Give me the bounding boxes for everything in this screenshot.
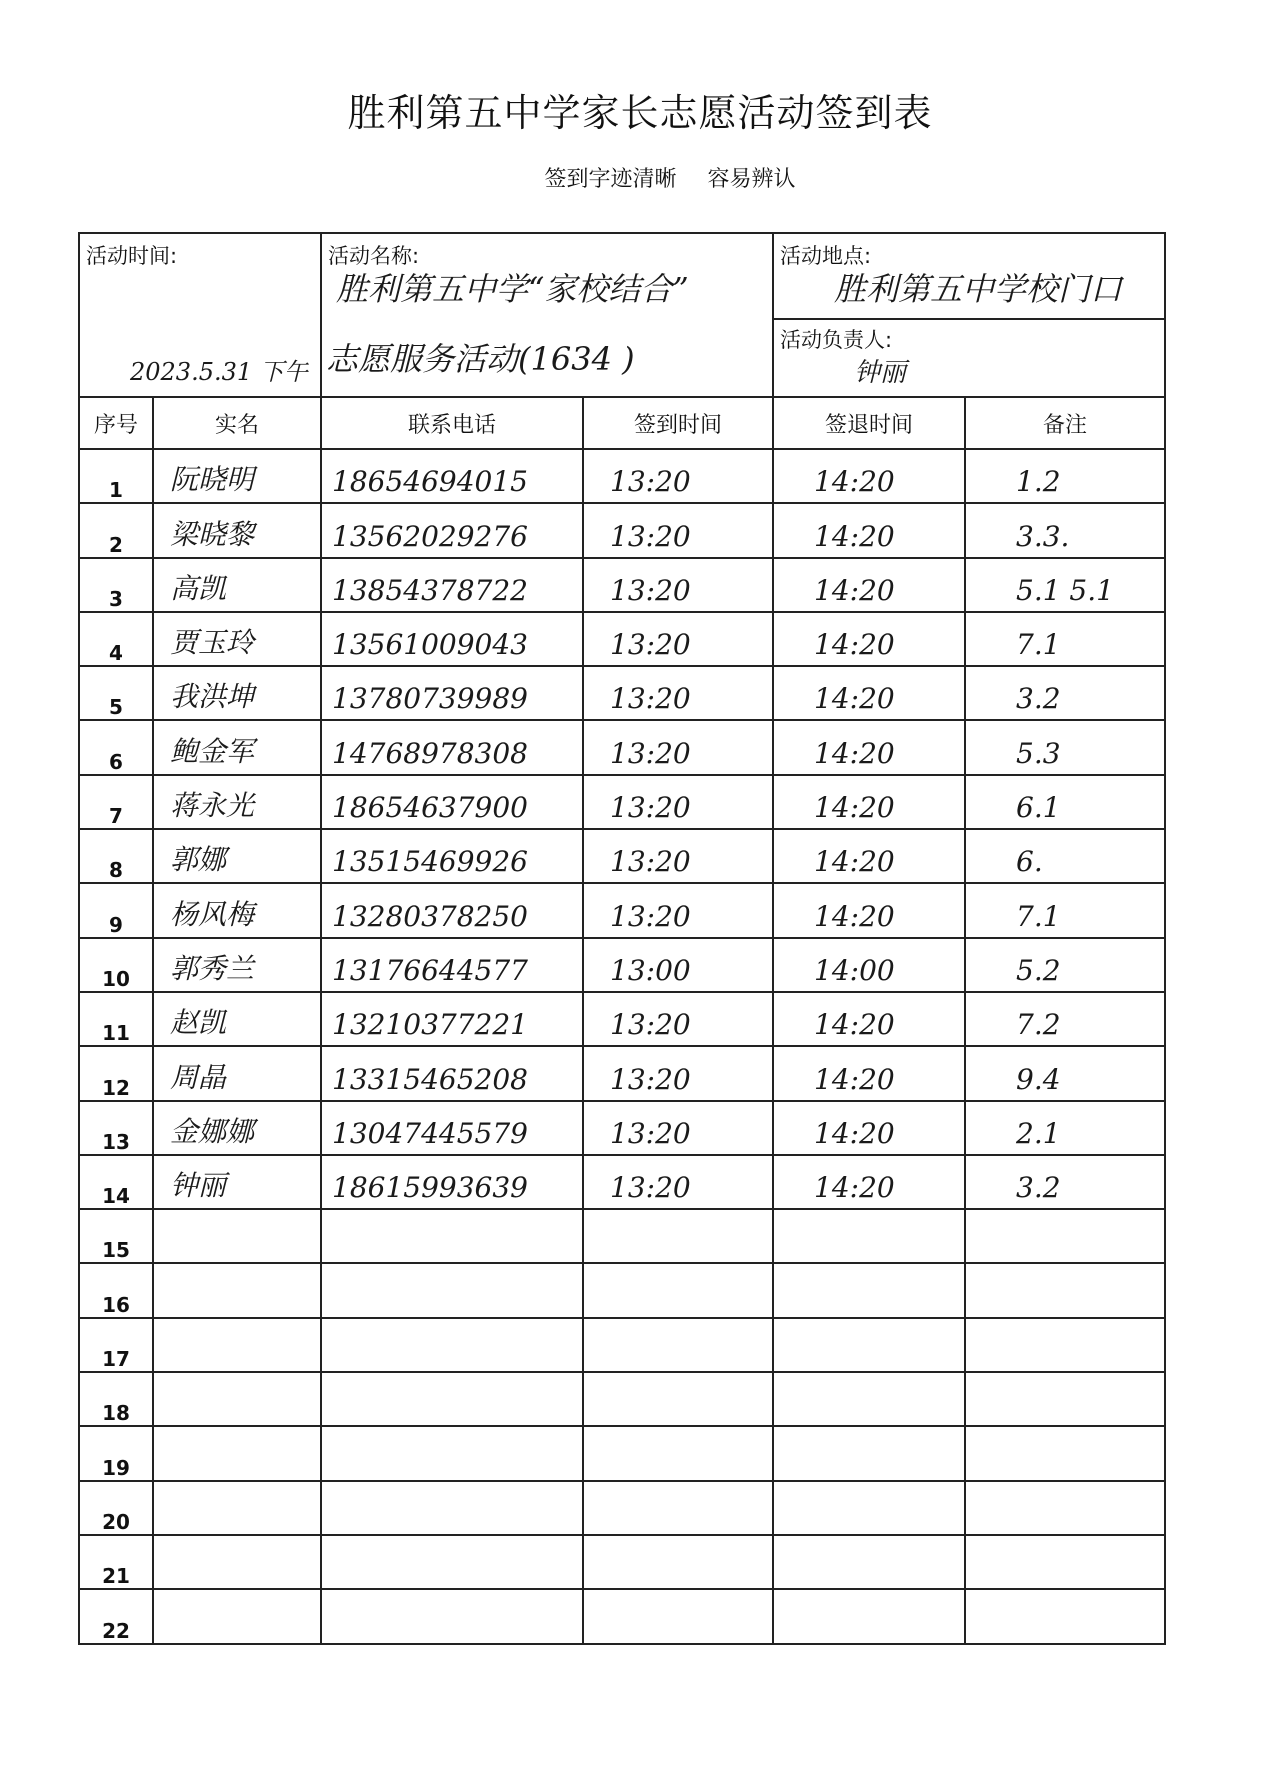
sign-in-time-cell <box>583 1372 773 1426</box>
sign-in-time-value: 13:20 <box>610 628 691 662</box>
note-cell <box>965 775 1165 829</box>
name-cell <box>153 558 321 612</box>
name-cell <box>153 1589 321 1643</box>
phone-cell <box>321 1535 583 1589</box>
sign-in-time-cell <box>583 449 773 503</box>
note-cell <box>965 1318 1165 1372</box>
name-cell <box>153 1426 321 1480</box>
sign-in-time-cell <box>583 775 773 829</box>
phone-value: 13315465208 <box>332 1062 528 1096</box>
sign-out-time-value: 14:20 <box>814 1008 895 1042</box>
note-cell <box>965 1481 1165 1535</box>
sign-in-time-cell <box>583 666 773 720</box>
note-cell <box>965 883 1165 937</box>
note-cell <box>965 938 1165 992</box>
name-cell <box>153 449 321 503</box>
activity-name-line-1: 胜利第五中学“家校结合” <box>336 270 689 308</box>
name-cell <box>153 1481 321 1535</box>
activity-name-cell <box>321 233 773 397</box>
name-cell <box>153 503 321 557</box>
phone-cell <box>321 1589 583 1643</box>
sign-in-time-cell <box>583 1318 773 1372</box>
sign-out-time-cell <box>773 992 965 1046</box>
sign-out-time-value: 14:20 <box>814 845 895 879</box>
note-cell <box>965 612 1165 666</box>
place-leader-divider <box>774 318 1164 320</box>
sign-out-time-cell <box>773 1155 965 1209</box>
sign-in-time-cell <box>583 1535 773 1589</box>
row-number: 18 <box>79 1372 153 1426</box>
phone-value: 13176644577 <box>332 953 528 987</box>
subtitle <box>0 162 1280 193</box>
sign-in-time-value: 13:20 <box>610 791 691 825</box>
sign-in-time-cell <box>583 720 773 774</box>
name-cell <box>153 1535 321 1589</box>
phone-cell <box>321 1263 583 1317</box>
phone-value: 14768978308 <box>332 736 528 770</box>
name-cell <box>153 1372 321 1426</box>
sign-out-time-value: 14:20 <box>814 1062 895 1096</box>
note-cell <box>965 720 1165 774</box>
table-row <box>79 992 1165 1046</box>
phone-cell <box>321 883 583 937</box>
subtitle-part-2: 容易辨认 <box>707 167 796 192</box>
name-value: 鲍金军 <box>170 734 255 768</box>
column-header-row <box>79 397 1165 449</box>
sign-in-time-value: 13:20 <box>610 1116 691 1150</box>
note-cell <box>965 449 1165 503</box>
row-number: 4 <box>79 612 153 666</box>
phone-cell <box>321 1426 583 1480</box>
row-number: 13 <box>79 1101 153 1155</box>
name-cell <box>153 1209 321 1263</box>
note-cell <box>965 666 1165 720</box>
page-title: 胜利第五中学家长志愿活动签到表 <box>347 91 933 135</box>
name-value: 我洪坤 <box>170 680 255 714</box>
table-row <box>79 503 1165 557</box>
sign-out-time-cell <box>773 449 965 503</box>
phone-value: 13561009043 <box>332 628 528 662</box>
table-row <box>79 1263 1165 1317</box>
phone-cell <box>321 1046 583 1100</box>
table-row <box>79 666 1165 720</box>
sign-out-time-value: 14:20 <box>814 791 895 825</box>
sign-out-time-cell <box>773 775 965 829</box>
phone-value: 18654637900 <box>332 791 528 825</box>
sign-out-time-cell <box>773 1426 965 1480</box>
name-cell <box>153 775 321 829</box>
col-header-sign-out: 签退时间 <box>773 397 965 449</box>
sign-out-time-cell <box>773 1535 965 1589</box>
phone-value: 13515469926 <box>332 845 528 879</box>
name-cell <box>153 612 321 666</box>
note-value: 3.3. <box>1016 519 1070 553</box>
sign-out-time-value: 14:20 <box>814 736 895 770</box>
row-number: 7 <box>79 775 153 829</box>
sign-out-time-cell <box>773 1589 965 1643</box>
row-number: 14 <box>79 1155 153 1209</box>
note-value: 5.2 <box>1016 953 1061 987</box>
sign-in-time-value: 13:20 <box>610 682 691 716</box>
sign-in-time-cell <box>583 612 773 666</box>
activity-name-label: 活动名称: <box>328 244 420 268</box>
sign-out-time-cell <box>773 612 965 666</box>
sign-in-time-cell <box>583 1426 773 1480</box>
activity-time-label: 活动时间: <box>86 244 178 268</box>
row-number: 6 <box>79 720 153 774</box>
name-value: 郭秀兰 <box>170 951 255 985</box>
sign-out-time-value: 14:20 <box>814 899 895 933</box>
phone-value: 13280378250 <box>332 899 528 933</box>
table-row <box>79 938 1165 992</box>
name-value: 高凯 <box>170 571 227 605</box>
note-value: 6. <box>1016 845 1043 879</box>
row-number: 1 <box>79 449 153 503</box>
name-value: 蒋永光 <box>170 789 255 823</box>
name-value: 金娜娜 <box>170 1114 255 1148</box>
name-value: 梁晓黎 <box>170 517 255 551</box>
sign-in-time-cell <box>583 992 773 1046</box>
phone-cell <box>321 449 583 503</box>
activity-time-value: 2023.5.31 下午 <box>130 358 308 386</box>
table-row <box>79 612 1165 666</box>
phone-cell <box>321 612 583 666</box>
note-cell <box>965 1426 1165 1480</box>
note-cell <box>965 1155 1165 1209</box>
sign-out-time-cell <box>773 720 965 774</box>
row-number: 16 <box>79 1263 153 1317</box>
name-value: 赵凯 <box>170 1006 227 1040</box>
name-cell <box>153 1318 321 1372</box>
sign-in-time-value: 13:20 <box>610 1171 691 1205</box>
sign-out-time-cell <box>773 558 965 612</box>
phone-value: 13562029276 <box>332 519 528 553</box>
note-cell <box>965 1372 1165 1426</box>
sign-in-time-cell <box>583 1046 773 1100</box>
name-value: 杨风梅 <box>170 897 255 931</box>
row-number: 8 <box>79 829 153 883</box>
sign-out-time-value: 14:20 <box>814 1171 895 1205</box>
sign-out-time-cell <box>773 1481 965 1535</box>
table-row <box>79 1426 1165 1480</box>
sign-out-time-value: 14:00 <box>814 953 895 987</box>
sign-out-time-value: 14:20 <box>814 519 895 553</box>
sign-out-time-cell <box>773 503 965 557</box>
col-header-no: 序号 <box>79 397 153 449</box>
activity-name-line-2: 志愿服务活动(1634 ) <box>326 340 635 378</box>
note-cell <box>965 503 1165 557</box>
sign-in-time-value: 13:20 <box>610 899 691 933</box>
phone-value: 18615993639 <box>332 1171 528 1205</box>
note-cell <box>965 829 1165 883</box>
sign-in-time-value: 13:20 <box>610 845 691 879</box>
phone-cell <box>321 1101 583 1155</box>
name-value: 周晶 <box>170 1060 227 1094</box>
note-cell <box>965 558 1165 612</box>
sign-in-time-value: 13:20 <box>610 736 691 770</box>
col-header-sign-in: 签到时间 <box>583 397 773 449</box>
row-number: 2 <box>79 503 153 557</box>
table-row <box>79 558 1165 612</box>
note-value: 7.2 <box>1016 1008 1061 1042</box>
table-body <box>79 449 1165 1644</box>
phone-cell <box>321 938 583 992</box>
name-value: 钟丽 <box>170 1169 227 1203</box>
row-number: 15 <box>79 1209 153 1263</box>
table-row <box>79 720 1165 774</box>
sign-out-time-value: 14:20 <box>814 682 895 716</box>
sign-in-time-value: 13:20 <box>610 573 691 607</box>
row-number: 9 <box>79 883 153 937</box>
name-cell <box>153 883 321 937</box>
table-row <box>79 1155 1165 1209</box>
sign-out-time-value: 14:20 <box>814 1116 895 1150</box>
sign-out-time-cell <box>773 1046 965 1100</box>
note-cell <box>965 1046 1165 1100</box>
sign-out-time-cell <box>773 1209 965 1263</box>
sign-in-time-cell <box>583 938 773 992</box>
name-cell <box>153 1046 321 1100</box>
phone-value: 18654694015 <box>332 465 528 499</box>
sign-in-time-cell <box>583 1209 773 1263</box>
sign-out-time-value: 14:20 <box>814 573 895 607</box>
phone-value: 13780739989 <box>332 682 528 716</box>
phone-value: 13047445579 <box>332 1116 528 1150</box>
table-row <box>79 1209 1165 1263</box>
phone-cell <box>321 720 583 774</box>
phone-value: 13854378722 <box>332 573 528 607</box>
note-value: 9.4 <box>1016 1062 1061 1096</box>
name-cell <box>153 992 321 1046</box>
note-value: 6.1 <box>1016 791 1061 825</box>
phone-cell <box>321 829 583 883</box>
sign-in-time-cell <box>583 829 773 883</box>
table-row <box>79 829 1165 883</box>
row-number: 21 <box>79 1535 153 1589</box>
table-row <box>79 449 1165 503</box>
activity-place-cell <box>773 233 1165 397</box>
phone-value: 13210377221 <box>332 1008 528 1042</box>
note-value: 3.2 <box>1016 682 1061 716</box>
col-header-note: 备注 <box>965 397 1165 449</box>
col-header-name: 实名 <box>153 397 321 449</box>
note-cell <box>965 1209 1165 1263</box>
table-row <box>79 1589 1165 1643</box>
name-value: 阮晓明 <box>170 463 255 497</box>
sign-in-time-cell <box>583 1589 773 1643</box>
name-cell <box>153 938 321 992</box>
note-cell <box>965 1589 1165 1643</box>
sign-out-time-cell <box>773 938 965 992</box>
sign-in-time-cell <box>583 558 773 612</box>
name-cell <box>153 666 321 720</box>
sign-out-time-cell <box>773 1318 965 1372</box>
sign-in-time-cell <box>583 503 773 557</box>
phone-cell <box>321 558 583 612</box>
row-number: 5 <box>79 666 153 720</box>
row-number: 19 <box>79 1426 153 1480</box>
sign-in-time-value: 13:00 <box>610 953 691 987</box>
sign-out-time-value: 14:20 <box>814 628 895 662</box>
name-value: 郭娜 <box>170 843 227 877</box>
phone-cell <box>321 1209 583 1263</box>
sign-in-time-value: 13:20 <box>610 1008 691 1042</box>
note-value: 5.3 <box>1016 736 1061 770</box>
name-cell <box>153 1101 321 1155</box>
name-cell <box>153 829 321 883</box>
note-cell <box>965 1263 1165 1317</box>
table-row <box>79 883 1165 937</box>
phone-cell <box>321 1318 583 1372</box>
sign-in-time-cell <box>583 1101 773 1155</box>
sign-in-time-cell <box>583 1263 773 1317</box>
note-cell <box>965 1101 1165 1155</box>
sign-out-time-cell <box>773 1263 965 1317</box>
phone-cell <box>321 1372 583 1426</box>
activity-leader-label: 活动负责人: <box>780 328 893 352</box>
sign-in-time-value: 13:20 <box>610 519 691 553</box>
row-number: 3 <box>79 558 153 612</box>
table-row <box>79 1535 1165 1589</box>
phone-cell <box>321 503 583 557</box>
phone-cell <box>321 666 583 720</box>
table-row <box>79 1101 1165 1155</box>
sign-in-time-cell <box>583 883 773 937</box>
activity-info-row <box>79 233 1165 397</box>
note-value: 7.1 <box>1016 899 1061 933</box>
row-number: 11 <box>79 992 153 1046</box>
name-cell <box>153 720 321 774</box>
row-number: 12 <box>79 1046 153 1100</box>
row-number: 10 <box>79 938 153 992</box>
sign-out-time-value: 14:20 <box>814 465 895 499</box>
sign-out-time-cell <box>773 829 965 883</box>
sign-out-time-cell <box>773 883 965 937</box>
name-cell <box>153 1263 321 1317</box>
sign-in-table <box>78 232 1166 1645</box>
phone-cell <box>321 775 583 829</box>
note-value: 5.1 5.1 <box>1016 573 1114 607</box>
note-cell <box>965 992 1165 1046</box>
sign-in-time-value: 13:20 <box>610 1062 691 1096</box>
note-value: 7.1 <box>1016 628 1061 662</box>
sign-out-time-cell <box>773 1101 965 1155</box>
note-value: 1.2 <box>1016 465 1061 499</box>
row-number: 22 <box>79 1589 153 1643</box>
activity-time-cell <box>79 233 321 397</box>
sign-out-time-cell <box>773 666 965 720</box>
sign-out-time-cell <box>773 1372 965 1426</box>
table-row <box>79 1481 1165 1535</box>
activity-place-value: 胜利第五中学校门口 <box>834 270 1123 308</box>
table-row <box>79 1046 1165 1100</box>
activity-place-label: 活动地点: <box>780 244 872 268</box>
name-cell <box>153 1155 321 1209</box>
phone-cell <box>321 992 583 1046</box>
activity-leader-value: 钟丽 <box>854 358 907 388</box>
note-value: 2.1 <box>1016 1116 1061 1150</box>
name-value: 贾玉玲 <box>170 626 255 660</box>
sign-in-time-cell <box>583 1155 773 1209</box>
subtitle-part-1: 签到字迹清晰 <box>544 167 677 192</box>
note-value: 3.2 <box>1016 1171 1061 1205</box>
table-row <box>79 775 1165 829</box>
phone-cell <box>321 1155 583 1209</box>
col-header-phone: 联系电话 <box>321 397 583 449</box>
sign-in-time-cell <box>583 1481 773 1535</box>
note-cell <box>965 1535 1165 1589</box>
row-number: 17 <box>79 1318 153 1372</box>
row-number: 20 <box>79 1481 153 1535</box>
phone-cell <box>321 1481 583 1535</box>
table-row <box>79 1372 1165 1426</box>
sign-in-time-value: 13:20 <box>610 465 691 499</box>
table-row <box>79 1318 1165 1372</box>
